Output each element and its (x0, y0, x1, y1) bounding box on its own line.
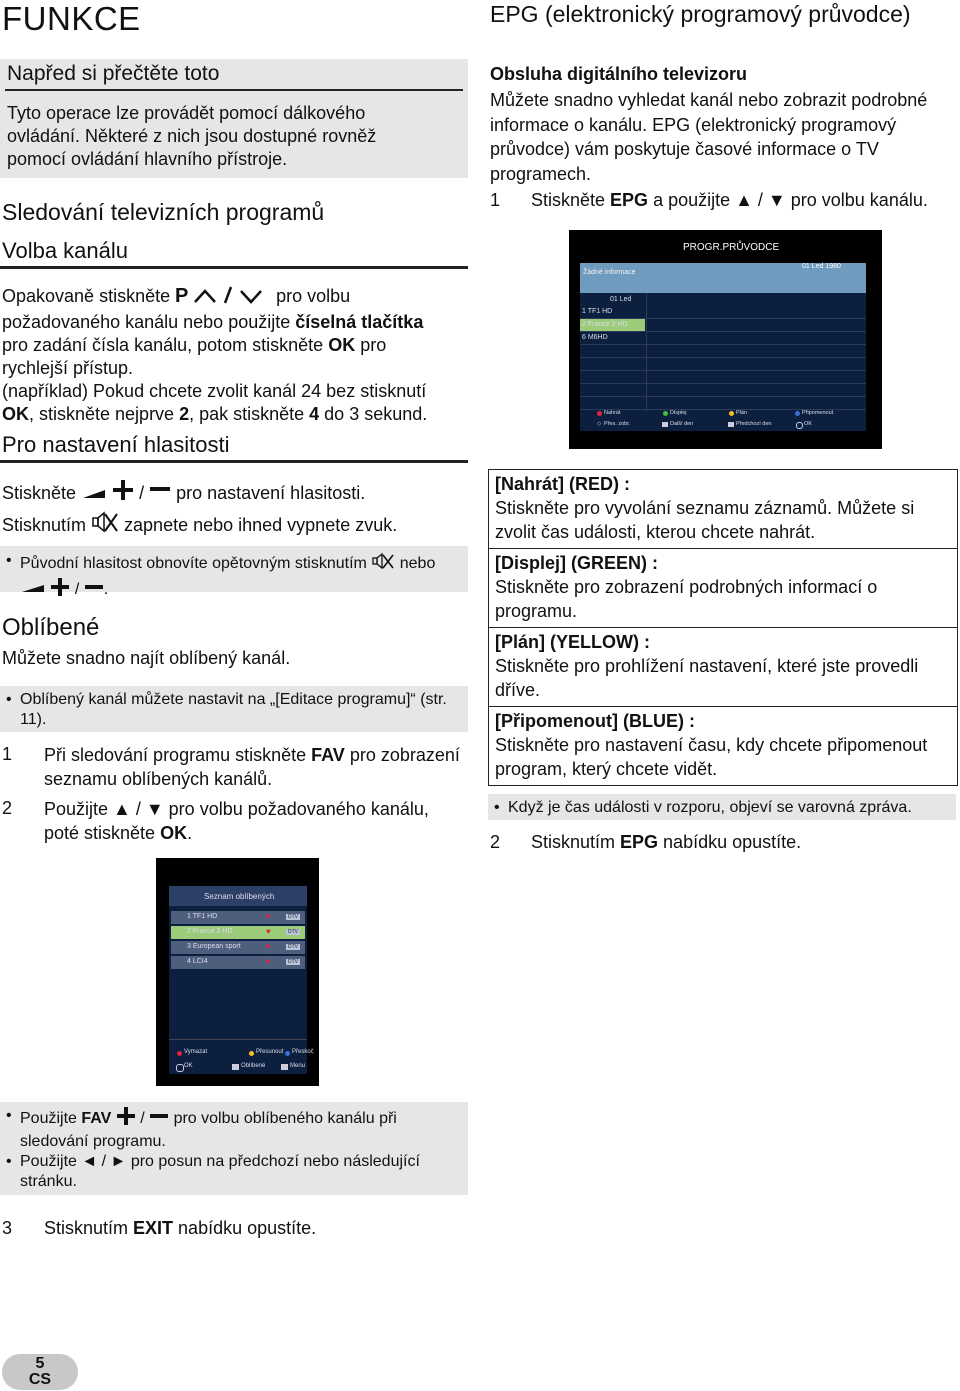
epg-arrows-icon: ◇ (597, 421, 602, 427)
favorites-title: Seznam oblíbených (204, 892, 275, 901)
channel-line: OK, stiskněte nejprve 2, pak stiskněte 4 do 3 sekund. (2, 404, 428, 424)
channel-line: požadovaného kanálu nebo použijte číselná tlačítka (2, 312, 424, 332)
fav-key-icon (232, 1064, 239, 1070)
row-desc: Stiskněte pro prohlížení nastavení, které jste provedli dříve. (495, 656, 919, 700)
color-button-row (489, 707, 957, 785)
bullet: • (6, 1153, 12, 1170)
epg-note: Když je čas události v rozporu, objeví se varovná zpráva. (508, 799, 912, 816)
volume-line: Stisknutím zapnete nebo ihned vypnete zvuk. (2, 509, 468, 543)
divider (169, 1039, 307, 1040)
bullet: • (6, 1107, 12, 1124)
page-language: CS (28, 1371, 52, 1388)
minus-icon (84, 577, 104, 603)
dtv-tag: DTV (288, 959, 298, 965)
epg-legend: Přes. zobr. (604, 421, 631, 427)
row-title: [Plán] (YELLOW) : (495, 632, 650, 652)
svg-text:P: P (175, 285, 189, 305)
color-buttons-table (488, 469, 958, 786)
dtv-tag: DTV (288, 944, 298, 950)
red-dot-icon (177, 1051, 182, 1056)
row-desc: Stiskněte pro vyvolání seznamu záznamů. Můžete si zvolit čas události, kterou chcete nahrát. (495, 498, 915, 542)
channel-line: (například) Pokud chcete zvolit kanál 24 bez stisknutí (2, 381, 427, 401)
key-icon (728, 422, 734, 427)
epg-row[interactable] (580, 345, 866, 358)
heart-icon: ♥ (266, 942, 271, 951)
page-number-badge (2, 1354, 78, 1390)
epg-legend: OK (804, 421, 812, 427)
bullet: • (6, 691, 12, 708)
epg-no-info: Žádné informace (583, 269, 636, 276)
green-dot-icon (663, 411, 668, 416)
page-title: FUNKCE (2, 0, 141, 37)
epg-row[interactable] (580, 397, 866, 410)
step-number: 1 (2, 744, 13, 764)
epg-subheading: Obsluha digitálního televizoru (490, 64, 748, 84)
favorites-tip2: Použijte ◄ / ► pro posun na předchozí nebo následující stránku. (20, 1153, 420, 1190)
channel-line: Opakovaně stiskněte P pro volbu (2, 283, 468, 311)
plus-icon (50, 577, 70, 603)
epg-screen-title: PROGR.PRŮVODCE (683, 242, 780, 253)
epg-column-divider (646, 293, 647, 411)
page-number: 5 (35, 1355, 45, 1372)
epg-legend: Předchozí den (736, 421, 772, 427)
favorites-legend: OK (184, 1063, 193, 1069)
row-title: [Displej] (GREEN) : (495, 553, 659, 573)
minus-icon (149, 1106, 169, 1132)
favorites-heading: Oblíbené (2, 614, 100, 641)
favorites-legend: Oblíbené (241, 1063, 266, 1069)
heart-icon: ♥ (266, 927, 271, 936)
channel-text (2, 283, 468, 426)
epg-row[interactable] (580, 358, 866, 371)
heart-icon: ♥ (266, 912, 271, 921)
color-button-row (489, 470, 957, 549)
favorites-legend: Přesunout (256, 1049, 284, 1055)
volume-text (2, 479, 468, 543)
bullet: • (6, 552, 12, 569)
favorites-row-label: 1 TF1 HD (187, 913, 218, 920)
favorites-row-label: 2 France 2 HD (187, 928, 233, 935)
dtv-tag: DTV (288, 914, 298, 920)
favorites-screen (156, 858, 319, 1086)
divider (0, 460, 468, 463)
step-number: 3 (2, 1218, 13, 1238)
volume-note (20, 551, 466, 603)
epg-channel-label: 1 TF1 HD (582, 308, 613, 315)
red-dot-icon (597, 411, 602, 416)
step-number: 2 (2, 798, 13, 818)
yellow-dot-icon (729, 411, 734, 416)
volume-ramp-icon (81, 481, 107, 508)
mute-icon (91, 509, 119, 543)
plus-icon (116, 1106, 136, 1132)
epg-screen (569, 230, 882, 449)
epg-row[interactable] (580, 384, 866, 397)
favorites-legend: Přeskoč (292, 1049, 314, 1055)
menu-key-icon (281, 1064, 288, 1070)
blue-dot-icon (795, 411, 800, 416)
epg-intro: Můžete snadno vyhledat kanál nebo zobrazit podrobné informace o kanálu. EPG (elektronický programový průvodce) vám poskytuje časové informace o TV programech. (490, 90, 928, 184)
favorites-step1: Při sledování programu stiskněte FAV pro zobrazení seznamu oblíbených kanálů. (44, 745, 460, 789)
favorites-row-label: 4 LCI4 (187, 958, 208, 965)
epg-row[interactable] (580, 306, 866, 319)
favorites-text: Můžete snadno najít oblíbený kanál. (2, 648, 291, 668)
minus-icon (149, 479, 171, 509)
epg-channel-label: 2 France 2 HD (582, 321, 628, 328)
epg-date: 01 Led (610, 296, 632, 303)
epg-legend: Displej (670, 410, 687, 416)
watching-heading: Sledování televizních programů (2, 199, 325, 225)
step-number: 2 (490, 832, 501, 852)
epg-legend: Plán (736, 410, 748, 416)
read-first-heading: Napřed si přečtěte toto (7, 62, 220, 85)
color-button-row (489, 628, 957, 707)
mute-icon (371, 551, 395, 577)
favorites-legend: Menu (290, 1063, 306, 1069)
divider (0, 266, 468, 269)
ok-icon (176, 1064, 184, 1072)
color-button-row (489, 549, 957, 628)
heart-icon: ♥ (266, 957, 271, 966)
favorites-note: Oblíbený kanál můžete nastavit na „[Editace programu]“ (str. 11). (20, 691, 447, 728)
epg-date-top: 01 Led 1980 (802, 263, 841, 270)
channel-line: pro zadání čísla kanálu, potom stiskněte OK pro (2, 335, 387, 355)
epg-legend: Nahrát (604, 410, 621, 416)
plus-icon (112, 479, 134, 509)
epg-legend: Připomenout (802, 410, 834, 416)
channel-heading: Volba kanálu (2, 238, 128, 263)
favorites-tip1: Použijte FAV / pro volbu oblíbeného kanálu při sledování programu. (20, 1106, 450, 1152)
epg-legend: Další den (670, 421, 694, 427)
epg-step2: Stisknutím EPG nabídku opustíte. (531, 832, 802, 852)
epg-channel-label: 6 M6HD (582, 334, 608, 341)
favorites-row-label: 3 European sport (187, 943, 241, 950)
volume-ramp-icon (20, 580, 46, 600)
dtv-tag: DTV (288, 929, 298, 935)
epg-row[interactable] (580, 371, 866, 384)
epg-title: EPG (elektronický programový průvodce) (490, 1, 911, 27)
p-up-down-icon (175, 283, 271, 311)
divider (5, 89, 463, 91)
favorites-step3: Stisknutím EXIT nabídku opustíte. (44, 1218, 317, 1238)
favorites-step2: Použijte ▲ / ▼ pro volbu požadovaného kanálu, poté stiskněte OK. (44, 799, 429, 843)
key-icon (662, 422, 668, 427)
row-title: [Připomenout] (BLUE) : (495, 711, 695, 731)
volume-heading: Pro nastavení hlasitosti (2, 432, 230, 457)
yellow-dot-icon (249, 1051, 254, 1056)
volume-note-line: / . (20, 577, 466, 603)
channel-line: rychlejší přístup. (2, 358, 134, 378)
ok-icon (796, 422, 803, 429)
row-desc: Stiskněte pro nastavení času, kdy chcete připomenout program, který chcete vidět. (495, 735, 928, 779)
read-first-text: Tyto operace lze provádět pomocí dálkového ovládání. Některé z nich jsou dostupné rovněž pomocí ovládání hlavního přístroje. (7, 103, 377, 169)
step-number: 1 (490, 190, 501, 210)
row-title: [Nahrát] (RED) : (495, 474, 630, 494)
blue-dot-icon (285, 1051, 290, 1056)
epg-step1: Stiskněte EPG a použijte ▲ / ▼ pro volbu kanálu. (531, 190, 928, 210)
volume-line: Stiskněte / pro nastavení hlasitosti. (2, 479, 468, 509)
favorites-legend: Vymazat (184, 1049, 208, 1055)
epg-row[interactable] (580, 332, 866, 345)
row-desc: Stiskněte pro zobrazení podrobných informací o programu. (495, 577, 878, 621)
volume-note-line: Původní hlasitost obnovíte opětovným stisknutím nebo (20, 551, 466, 577)
bullet: • (494, 799, 500, 816)
